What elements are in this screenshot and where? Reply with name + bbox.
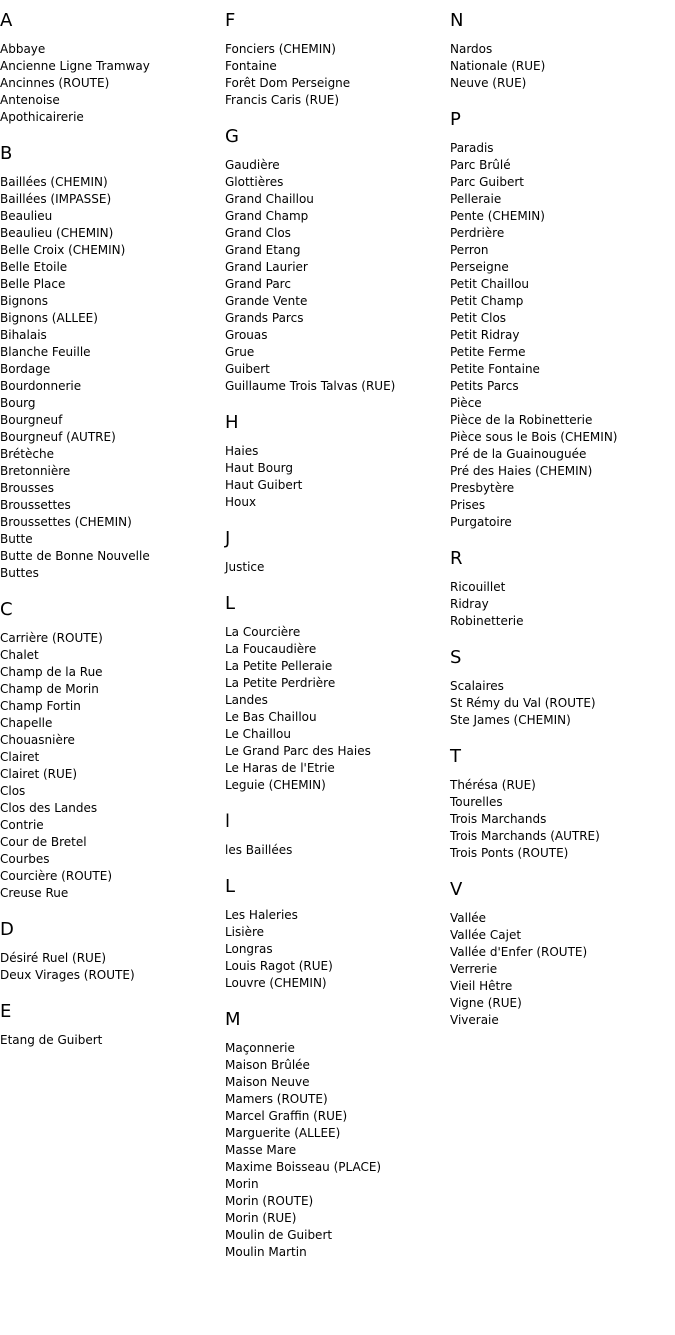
street-link[interactable]: Bordage: [0, 362, 51, 376]
street-link[interactable]: Clos: [0, 784, 26, 798]
street-link[interactable]: Nardos: [450, 42, 493, 56]
street-list: [225, 559, 450, 576]
street-link[interactable]: Trois Ponts (ROUTE): [450, 846, 569, 860]
street-link[interactable]: les Baillées: [225, 843, 293, 857]
street-list: [225, 907, 450, 992]
street-list: [450, 777, 675, 862]
letter-section: [450, 647, 675, 729]
street-list: [0, 1032, 225, 1049]
street-link[interactable]: Glottières: [225, 175, 284, 189]
street-link[interactable]: Trois Marchands (AUTRE): [450, 829, 600, 843]
section-letter-heading: V: [450, 879, 463, 900]
street-link[interactable]: Les Haleries: [225, 908, 298, 922]
street-link[interactable]: Fontaine: [225, 59, 277, 73]
street-list: [225, 1040, 450, 1261]
street-link[interactable]: La Foucaudière: [225, 642, 317, 656]
letter-section: [225, 811, 450, 859]
section-letter-heading: D: [0, 919, 14, 940]
street-link[interactable]: Grue: [225, 345, 255, 359]
street-list: [0, 41, 225, 126]
street-link[interactable]: Trois Marchands: [450, 812, 547, 826]
street-link[interactable]: Louvre (CHEMIN): [225, 976, 327, 990]
street-link[interactable]: Pré de la Guainouguée: [450, 447, 587, 461]
section-letter-heading: P: [450, 109, 461, 130]
street-link[interactable]: Grand Clos: [225, 226, 291, 240]
street-link[interactable]: Creuse Rue: [0, 886, 69, 900]
section-letter-heading: L: [225, 876, 236, 897]
street-link[interactable]: Butte: [0, 532, 33, 546]
street-link[interactable]: Vallée Cajet: [450, 928, 522, 942]
street-link[interactable]: Ancinnes (ROUTE): [0, 76, 110, 90]
section-letter-heading: A: [0, 10, 13, 31]
street-list: [0, 950, 225, 984]
street-list: [450, 41, 675, 92]
section-letter-heading: S: [450, 647, 462, 668]
street-link[interactable]: Bourg: [0, 396, 36, 410]
street-link[interactable]: Moulin Martin: [225, 1245, 307, 1259]
letter-section: [450, 109, 675, 531]
street-link[interactable]: Etang de Guibert: [0, 1033, 103, 1047]
street-link[interactable]: Perdrière: [450, 226, 505, 240]
street-link[interactable]: Désiré Ruel (RUE): [0, 951, 107, 965]
street-link[interactable]: Pièce: [450, 396, 482, 410]
letter-section: [450, 10, 675, 92]
street-link[interactable]: Butte de Bonne Nouvelle: [0, 549, 150, 563]
street-link[interactable]: Morin (RUE): [225, 1211, 297, 1225]
street-link[interactable]: Gaudière: [225, 158, 280, 172]
street-link[interactable]: Courbes: [0, 852, 50, 866]
street-link[interactable]: Haut Bourg: [225, 461, 294, 475]
street-link[interactable]: Belle Croix (CHEMIN): [0, 243, 126, 257]
street-link[interactable]: Nationale (RUE): [450, 59, 546, 73]
street-list: [450, 910, 675, 1029]
street-link[interactable]: Maison Neuve: [225, 1075, 310, 1089]
section-letter-heading: L: [225, 593, 236, 614]
street-link[interactable]: Parc Guibert: [450, 175, 525, 189]
street-link[interactable]: Grand Etang: [225, 243, 301, 257]
street-link[interactable]: Champ de la Rue: [0, 665, 103, 679]
street-list: [450, 579, 675, 630]
street-link[interactable]: Petite Ferme: [450, 345, 526, 359]
street-link[interactable]: Guibert: [225, 362, 270, 376]
street-link[interactable]: Marguerite (ALLEE): [225, 1126, 341, 1140]
street-link[interactable]: Neuve (RUE): [450, 76, 527, 90]
section-letter-heading: J: [225, 528, 231, 549]
street-link[interactable]: Bretonnière: [0, 464, 71, 478]
street-link[interactable]: Haut Guibert: [225, 478, 303, 492]
street-list: [450, 140, 675, 531]
street-link[interactable]: Champ de Morin: [0, 682, 99, 696]
street-link[interactable]: Morin: [225, 1177, 259, 1191]
section-letter-heading: l: [225, 811, 231, 832]
street-link[interactable]: Chalet: [0, 648, 39, 662]
street-link[interactable]: Ancienne Ligne Tramway: [0, 59, 150, 73]
letter-section: [225, 10, 450, 109]
street-link[interactable]: Leguie (CHEMIN): [225, 778, 326, 792]
street-link[interactable]: Abbaye: [0, 42, 46, 56]
street-list: [225, 157, 450, 395]
letter-section: [225, 412, 450, 511]
street-link[interactable]: Grands Parcs: [225, 311, 304, 325]
letter-section: [0, 1001, 225, 1049]
street-link[interactable]: Broussettes (CHEMIN): [0, 515, 132, 529]
street-link[interactable]: Belle Place: [0, 277, 66, 291]
street-link[interactable]: Vieil Hêtre: [450, 979, 513, 993]
letter-section: [0, 143, 225, 582]
letter-section: [0, 919, 225, 984]
street-link[interactable]: Petit Champ: [450, 294, 524, 308]
street-link[interactable]: Petit Clos: [450, 311, 507, 325]
street-index-column-1: [0, 10, 225, 1066]
section-letter-heading: E: [0, 1001, 12, 1022]
street-link[interactable]: Petits Parcs: [450, 379, 519, 393]
street-link[interactable]: Le Haras de l'Etrie: [225, 761, 335, 775]
street-link[interactable]: Forêt Dom Perseigne: [225, 76, 351, 90]
street-link[interactable]: La Petite Pelleraie: [225, 659, 333, 673]
street-link[interactable]: Paradis: [450, 141, 494, 155]
street-link[interactable]: Moulin de Guibert: [225, 1228, 333, 1242]
street-link[interactable]: Presbytère: [450, 481, 515, 495]
street-link[interactable]: Grand Champ: [225, 209, 309, 223]
letter-section: [225, 126, 450, 395]
street-link[interactable]: Scalaires: [450, 679, 504, 693]
street-link[interactable]: Beaulieu: [0, 209, 53, 223]
street-link[interactable]: Justice: [225, 560, 265, 574]
street-link[interactable]: Antenoise: [0, 93, 60, 107]
street-link[interactable]: Clairet: [0, 750, 40, 764]
letter-section: [225, 1009, 450, 1261]
street-link[interactable]: Contrie: [0, 818, 44, 832]
street-link[interactable]: Belle Etoile: [0, 260, 68, 274]
street-link[interactable]: Grouas: [225, 328, 268, 342]
street-link[interactable]: Longras: [225, 942, 273, 956]
street-link[interactable]: Lisière: [225, 925, 265, 939]
street-link[interactable]: Ridray: [450, 597, 489, 611]
street-link[interactable]: Grand Laurier: [225, 260, 308, 274]
street-link[interactable]: Beaulieu (CHEMIN): [0, 226, 114, 240]
street-link[interactable]: Verrerie: [450, 962, 498, 976]
street-link[interactable]: Vigne (RUE): [450, 996, 522, 1010]
street-link[interactable]: La Petite Perdrière: [225, 676, 336, 690]
street-link[interactable]: Blanche Feuille: [0, 345, 91, 359]
street-link[interactable]: Guillaume Trois Talvas (RUE): [225, 379, 396, 393]
street-link[interactable]: Petit Chaillou: [450, 277, 530, 291]
street-link[interactable]: Bihalais: [0, 328, 47, 342]
street-link[interactable]: Haies: [225, 444, 259, 458]
street-index-column-2: [225, 10, 450, 1278]
street-link[interactable]: Vallée: [450, 911, 487, 925]
section-letter-heading: T: [450, 746, 461, 767]
street-link[interactable]: Apothicairerie: [0, 110, 84, 124]
street-link[interactable]: Grande Vente: [225, 294, 308, 308]
street-link[interactable]: Perseigne: [450, 260, 509, 274]
street-link[interactable]: Thérésa (RUE): [450, 778, 536, 792]
street-link[interactable]: Bourdonnerie: [0, 379, 82, 393]
street-list: [225, 41, 450, 109]
street-link[interactable]: Maison Brûlée: [225, 1058, 310, 1072]
street-link[interactable]: Pièce de la Robinetterie: [450, 413, 593, 427]
street-link[interactable]: Le Grand Parc des Haies: [225, 744, 371, 758]
letter-section: [450, 746, 675, 862]
section-letter-heading: M: [225, 1009, 241, 1030]
letter-section: [450, 548, 675, 630]
street-link[interactable]: Cour de Bretel: [0, 835, 87, 849]
street-link[interactable]: Tourelles: [450, 795, 503, 809]
street-link[interactable]: Pelleraie: [450, 192, 502, 206]
street-link[interactable]: Fonciers (CHEMIN): [225, 42, 336, 56]
street-link[interactable]: Chouasnière: [0, 733, 75, 747]
street-link[interactable]: Pente (CHEMIN): [450, 209, 545, 223]
street-link[interactable]: Francis Caris (RUE): [225, 93, 340, 107]
street-link[interactable]: Vallée d'Enfer (ROUTE): [450, 945, 588, 959]
street-link[interactable]: Bignons: [0, 294, 48, 308]
street-link[interactable]: Landes: [225, 693, 268, 707]
section-letter-heading: B: [0, 143, 13, 164]
street-link[interactable]: Louis Ragot (RUE): [225, 959, 333, 973]
street-link[interactable]: Ricouillet: [450, 580, 506, 594]
street-link[interactable]: Brétèche: [0, 447, 54, 461]
street-link[interactable]: Le Chaillou: [225, 727, 291, 741]
street-link[interactable]: Perron: [450, 243, 489, 257]
street-link[interactable]: La Courcière: [225, 625, 301, 639]
section-letter-heading: H: [225, 412, 239, 433]
street-link[interactable]: Mamers (ROUTE): [225, 1092, 328, 1106]
letter-section: [0, 599, 225, 902]
street-link[interactable]: Clairet (RUE): [0, 767, 78, 781]
street-link[interactable]: Courcière (ROUTE): [0, 869, 113, 883]
street-index-column-3: [450, 10, 675, 1046]
street-link[interactable]: Bourgneuf (AUTRE): [0, 430, 116, 444]
street-link[interactable]: Robinetterie: [450, 614, 524, 628]
street-link[interactable]: Purgatoire: [450, 515, 512, 529]
section-letter-heading: N: [450, 10, 464, 31]
street-link[interactable]: Buttes: [0, 566, 39, 580]
street-list: [225, 842, 450, 859]
street-list: [225, 443, 450, 511]
street-link[interactable]: Bourgneuf: [0, 413, 63, 427]
letter-section: [450, 879, 675, 1029]
letter-section: [225, 593, 450, 794]
street-link[interactable]: Carrière (ROUTE): [0, 631, 103, 645]
section-letter-heading: G: [225, 126, 239, 147]
street-link[interactable]: Baillées (IMPASSE): [0, 192, 112, 206]
street-link[interactable]: Viveraie: [450, 1013, 499, 1027]
section-letter-heading: C: [0, 599, 13, 620]
street-link[interactable]: Morin (ROUTE): [225, 1194, 314, 1208]
street-link[interactable]: Maxime Boisseau (PLACE): [225, 1160, 382, 1174]
section-letter-heading: R: [450, 548, 463, 569]
street-link[interactable]: Baillées (CHEMIN): [0, 175, 108, 189]
street-list: [0, 630, 225, 902]
street-link[interactable]: Champ Fortin: [0, 699, 81, 713]
street-link[interactable]: Ste James (CHEMIN): [450, 713, 571, 727]
letter-section: [225, 528, 450, 576]
street-link[interactable]: Prises: [450, 498, 486, 512]
street-link[interactable]: Grand Parc: [225, 277, 291, 291]
street-link[interactable]: Broussettes: [0, 498, 71, 512]
street-link[interactable]: St Rémy du Val (ROUTE): [450, 696, 596, 710]
street-link[interactable]: Chapelle: [0, 716, 53, 730]
street-link[interactable]: Le Bas Chaillou: [225, 710, 317, 724]
street-link[interactable]: Clos des Landes: [0, 801, 98, 815]
street-link[interactable]: Houx: [225, 495, 257, 509]
street-link[interactable]: Petite Fontaine: [450, 362, 540, 376]
letter-section: [0, 10, 225, 126]
street-link[interactable]: Brousses: [0, 481, 54, 495]
street-link[interactable]: Deux Virages (ROUTE): [0, 968, 135, 982]
section-letter-heading: F: [225, 10, 236, 31]
street-link[interactable]: Maçonnerie: [225, 1041, 295, 1055]
street-list: [0, 174, 225, 582]
street-link[interactable]: Pré des Haies (CHEMIN): [450, 464, 593, 478]
street-link[interactable]: Petit Ridray: [450, 328, 520, 342]
street-link[interactable]: Masse Mare: [225, 1143, 297, 1157]
street-list: [225, 624, 450, 794]
street-link[interactable]: Grand Chaillou: [225, 192, 314, 206]
street-link[interactable]: Parc Brûlé: [450, 158, 511, 172]
letter-section: [225, 876, 450, 992]
street-list: [450, 678, 675, 729]
street-link[interactable]: Bignons (ALLEE): [0, 311, 98, 325]
street-link[interactable]: Marcel Graffin (RUE): [225, 1109, 348, 1123]
street-link[interactable]: Pièce sous le Bois (CHEMIN): [450, 430, 618, 444]
